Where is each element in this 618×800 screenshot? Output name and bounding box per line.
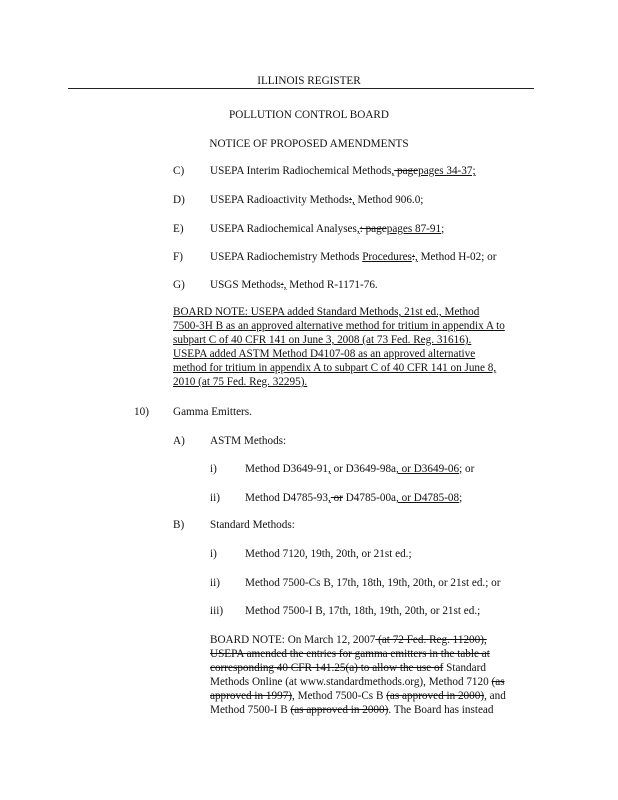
notice-title: NOTICE OF PROPOSED AMENDMENTS (209, 138, 409, 150)
inserted-text: 2010 (at 75 Fed. Reg. 32295). (173, 376, 308, 388)
board-name: POLLUTION CONTROL BOARD (229, 109, 389, 121)
astm-marker: A) (173, 435, 185, 447)
text-run: Method 7500-I B, 17th, 18th, 19th, 20th, or 21st ed.; (245, 605, 481, 617)
item-text (210, 164, 476, 178)
register-title: ILLINOIS REGISTER (257, 75, 361, 87)
note-line (173, 333, 573, 347)
board-note-tritium (173, 305, 573, 389)
text-run: , and (484, 690, 506, 702)
deleted-text: (as approved in 2000) (290, 704, 389, 716)
inserted-text: , or D3649-06 (396, 463, 460, 475)
item-marker: C) (173, 165, 185, 177)
text-run: USGS Methods (210, 279, 281, 291)
text-run: Standard (443, 662, 486, 674)
item-marker: F) (173, 251, 183, 263)
item-text (245, 547, 412, 561)
text-run: Method D3649-91 (245, 463, 328, 475)
std-marker: B) (173, 519, 185, 531)
text-run: Method 7500-I B (210, 704, 291, 716)
inserted-text: , (327, 463, 331, 475)
inserted-text: , (351, 194, 355, 206)
deleted-text: : (348, 194, 352, 206)
text-run: ; (459, 492, 463, 504)
deleted-text: corresponding 40 CFR 141.25(a) to allow the use of (210, 662, 444, 674)
item-marker: i) (210, 548, 217, 560)
header-rule (68, 88, 534, 89)
item-marker: G) (173, 279, 185, 291)
inserted-text: BOARD NOTE: USEPA added Standard Methods, 21st ed., Method (173, 306, 480, 318)
deleted-text: : (280, 279, 284, 291)
note-line (210, 647, 590, 661)
note-line (173, 347, 573, 361)
note-line (173, 305, 573, 319)
deleted-text: page (394, 165, 419, 177)
text-run: Method 906.0; (354, 194, 424, 206)
inserted-text: pages 34-37; (418, 165, 476, 177)
item-marker: E) (173, 223, 184, 235)
text-run: USEPA Interim Radiochemical Methods (210, 165, 392, 177)
note-line (173, 361, 573, 375)
inserted-text: , (327, 492, 331, 504)
inserted-text: subpart C of 40 CFR 141 on June 3, 2008 (at 73 Fed. Reg. 31616). (173, 334, 472, 346)
deleted-text: approved in 1997) (210, 690, 293, 702)
inserted-text: method for tritium in appendix A to subpart C of 40 CFR 141 on June 8, (173, 362, 497, 374)
deleted-text: (as approved in 2000) (386, 690, 485, 702)
text-run: Method 7120, 19th, 20th, or 21st ed.; (245, 548, 412, 560)
item-marker: D) (173, 194, 185, 206)
inserted-text: , (283, 279, 287, 291)
text-run: Method H-02; or (417, 251, 497, 263)
inserted-text: USEPA added ASTM Method D4107-08 as an approved alternative (173, 348, 476, 360)
item-text (210, 222, 444, 236)
deleted-text: (at 72 Fed. Reg. 11200), (375, 634, 487, 646)
text-run: USEPA Radioactivity Methods (210, 194, 349, 206)
inserted-text: , (391, 165, 395, 177)
item-text (245, 491, 462, 505)
item-text (245, 462, 474, 476)
deleted-text: : page (359, 223, 387, 235)
item-text (245, 576, 500, 590)
inserted-text: Procedures (362, 251, 412, 263)
item-marker: i) (210, 463, 217, 475)
std-title: Standard Methods: (210, 519, 295, 531)
note-line (210, 661, 590, 675)
section-number: 10) (134, 406, 149, 418)
text-run: Method D4785-93 (245, 492, 328, 504)
text-run: . The Board has instead (388, 704, 494, 716)
text-run: ; or (459, 463, 475, 475)
astm-title: ASTM Methods: (210, 435, 287, 447)
note-line (210, 675, 590, 689)
inserted-text: , (415, 251, 418, 263)
item-marker: iii) (210, 605, 224, 617)
inserted-text: pages 87-91 (386, 223, 442, 235)
text-run: BOARD NOTE: On March 12, 2007 (210, 634, 376, 646)
text-run: ; (441, 223, 445, 235)
item-marker: ii) (210, 577, 220, 589)
deleted-text: (as (491, 676, 505, 688)
item-text (245, 604, 480, 618)
note-line (210, 703, 590, 717)
note-line (173, 319, 573, 333)
text-run: D4785-00a (342, 492, 397, 504)
text-run: Methods Online (at www.standardmethods.org), Method 7120 (210, 676, 492, 688)
board-note-gamma (210, 633, 590, 717)
note-line (210, 689, 590, 703)
item-text (210, 278, 378, 292)
item-text (210, 193, 423, 207)
item-marker: ii) (210, 492, 220, 504)
text-run: or D3649-98a (330, 463, 397, 475)
item-text (210, 250, 496, 264)
text-run: USEPA Radiochemistry Methods (210, 251, 363, 263)
deleted-text: USEPA amended the entries for gamma emitters in the table at (210, 648, 490, 660)
inserted-text: , (356, 223, 360, 235)
deleted-text: : (411, 251, 416, 263)
text-run: USEPA Radiochemical Analyses (210, 223, 357, 235)
deleted-text: or (330, 492, 343, 504)
note-line (173, 375, 573, 389)
inserted-text: 7500-3H B as an approved alternative method for tritium in appendix A to (173, 320, 505, 332)
text-run: , Method 7500-Cs B (292, 690, 387, 702)
text-run: Method 7500-Cs B, 17th, 18th, 19th, 20th, or 21st ed.; or (245, 577, 501, 589)
text-run: Method R-1171-76. (286, 279, 378, 291)
section-title: Gamma Emitters. (173, 406, 252, 418)
inserted-text: , or D4785-08 (396, 492, 460, 504)
note-line (210, 633, 590, 647)
